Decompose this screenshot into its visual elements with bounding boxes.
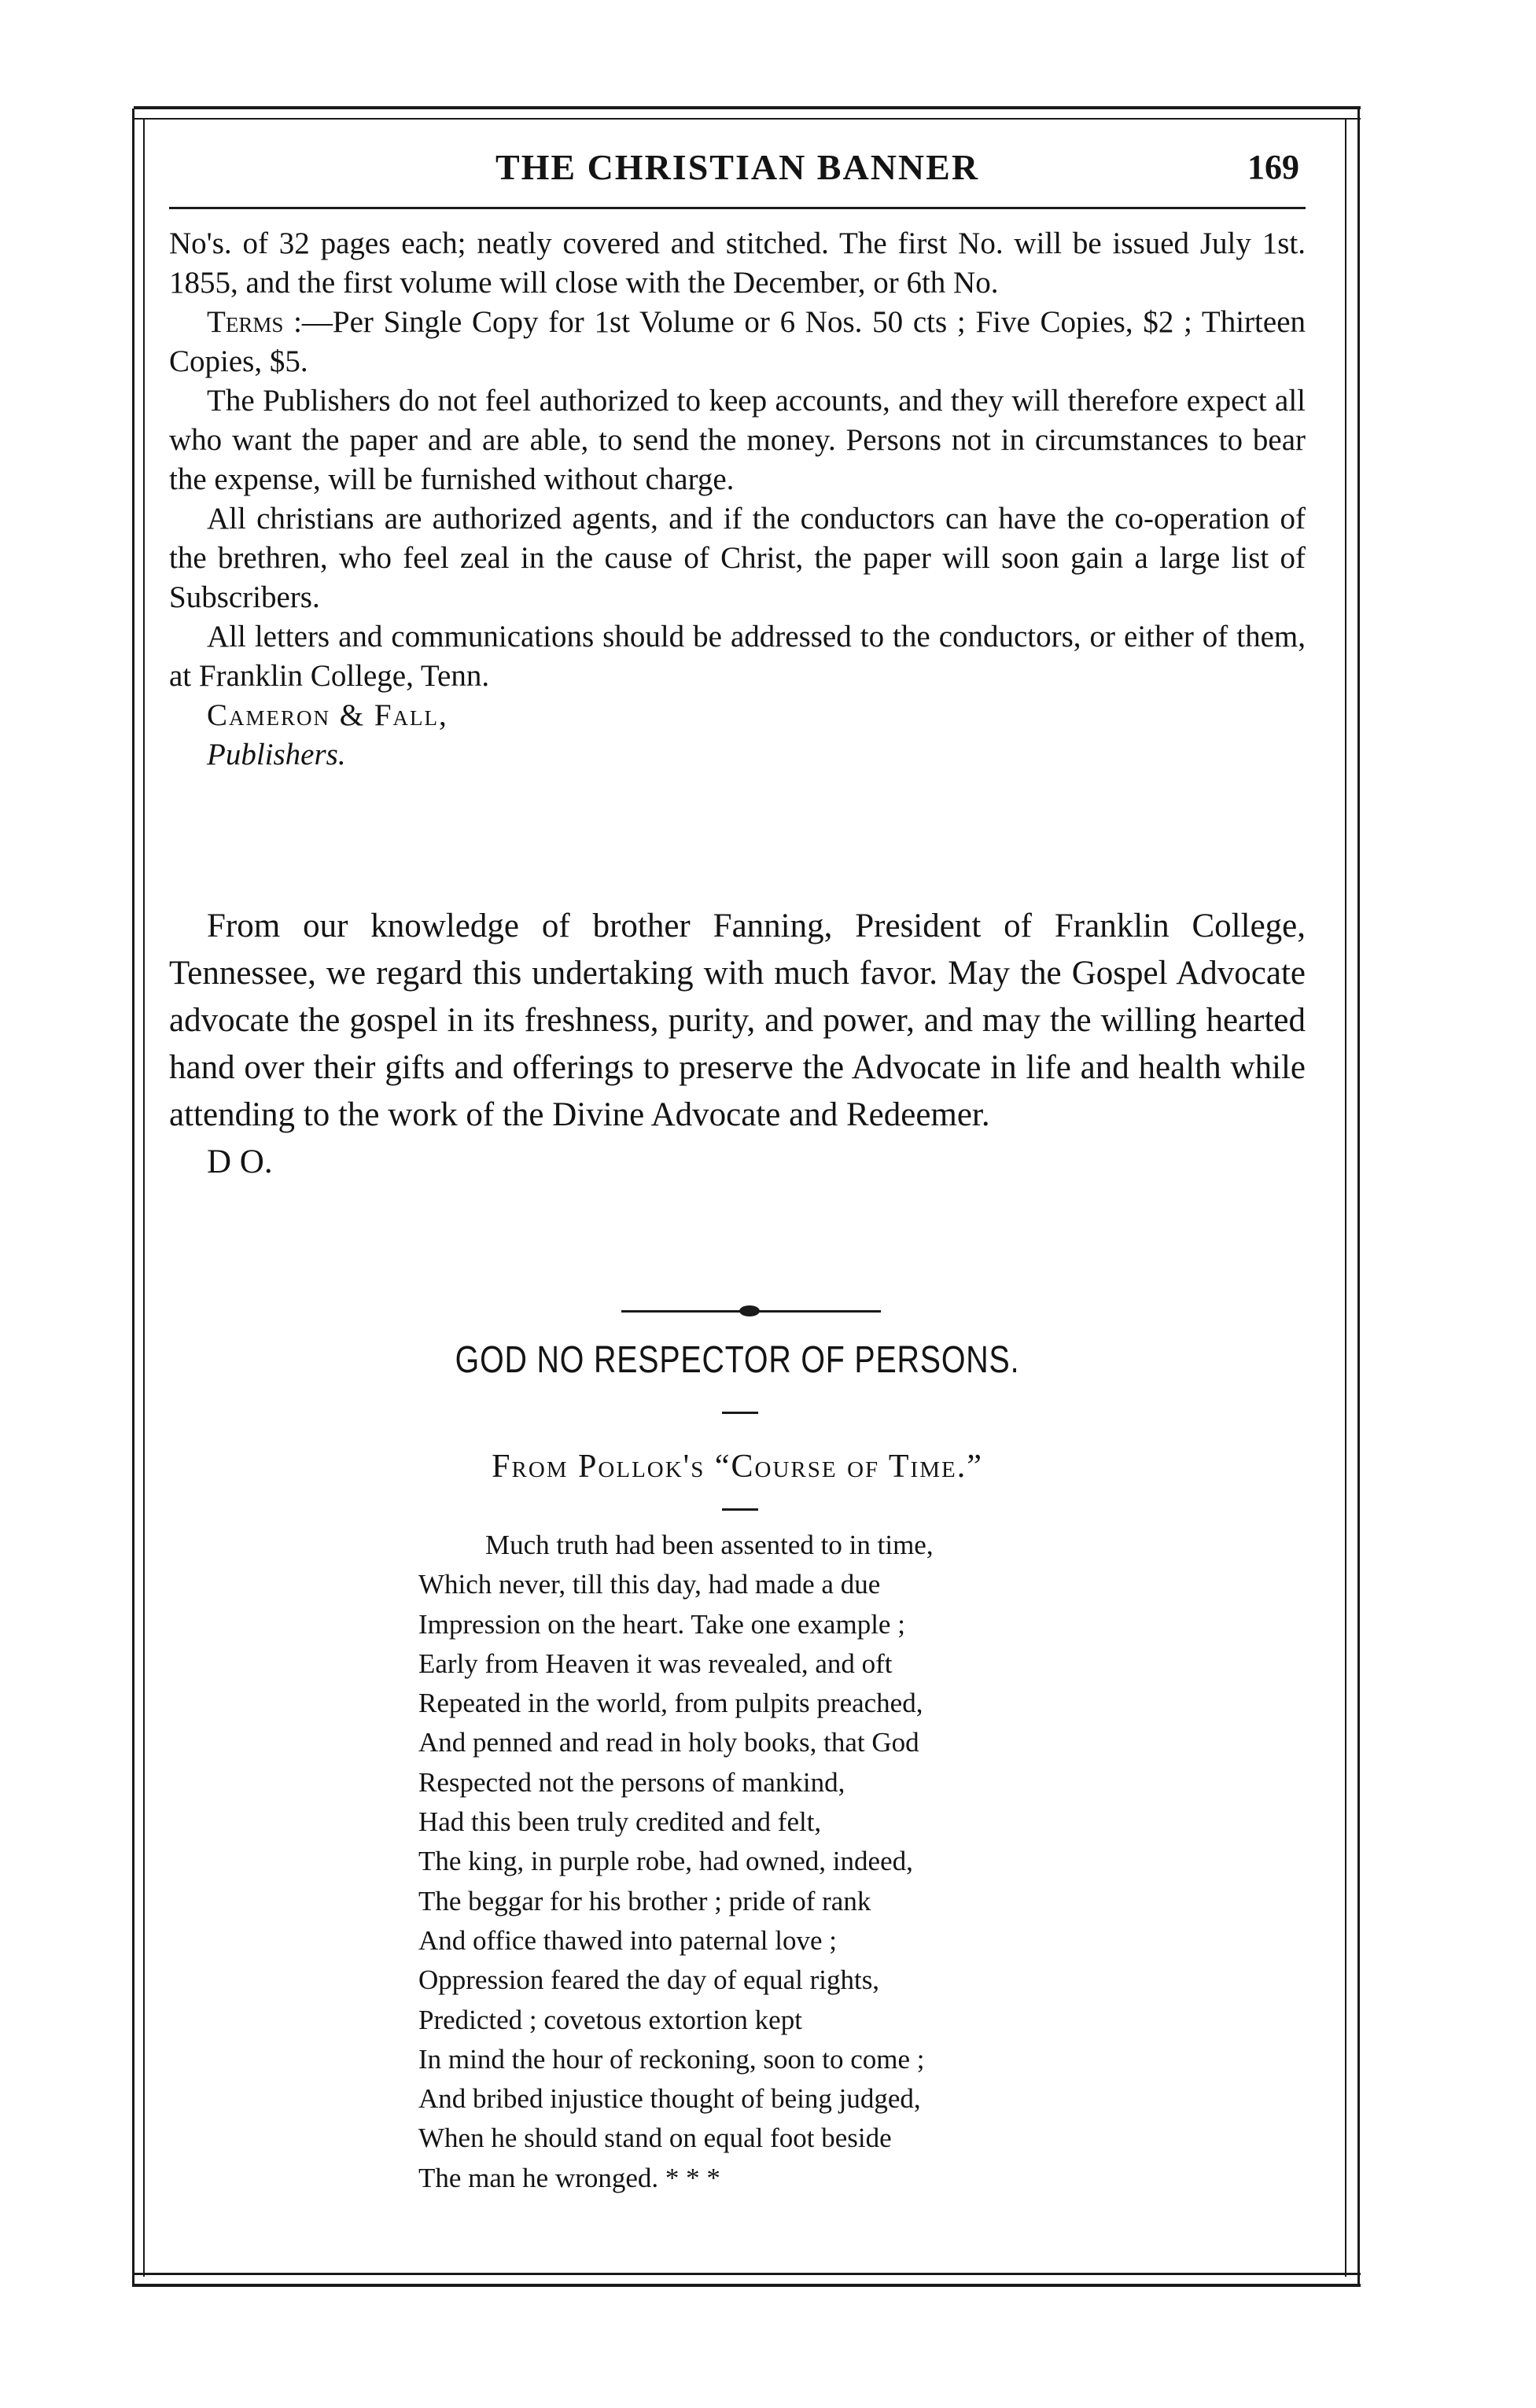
frame-top-rule: [134, 106, 1361, 109]
notice-paragraph-letters: All letters and communications should be addressed to the conductors, or either of them, at Franklin College, Tenn.: [169, 620, 1306, 693]
poem-line: Which never, till this day, had made a due: [418, 1569, 881, 1600]
frame-left-inner-rule: [143, 118, 145, 2277]
title-dash: [722, 1412, 758, 1414]
publisher-role: Publishers.: [207, 738, 346, 771]
poem-line: The beggar for his brother ; pride of rank: [418, 1885, 871, 1916]
poem-line: Oppression feared the day of equal rights,: [418, 1964, 880, 1996]
poem: [418, 1526, 1323, 2198]
section-divider: [621, 1303, 881, 1319]
poem-line: Impression on the heart. Take one example ;: [418, 1608, 905, 1640]
poem-line: The man he wronged. * * *: [418, 2162, 720, 2193]
article-title: GOD NO RESPECTOR OF PERSONS.: [455, 1339, 1020, 1381]
poem-line: And office thawed into paternal love ;: [418, 1924, 837, 1956]
notice-paragraph-terms: [169, 303, 1306, 381]
endorsement-sign-off: D O.: [207, 1143, 273, 1180]
frame-bottom-inner-rule: [134, 2273, 1361, 2275]
endorsement-text: From our knowledge of brother Fanning, President of Franklin College, Tennessee, we regard this undertaking with much favor. May the Gospel Advocate advocate the gospel in its freshness, purity, and power, and may the willing hearted hand over their gifts and offerings to preserve the Advocate in life and health while attending to the work of the Divine Advocate and Redeemer.: [169, 908, 1306, 1133]
frame-left-rule: [132, 109, 134, 2287]
poem-line: Repeated in the world, from pulpits preached,: [418, 1688, 923, 1719]
subtitle-dash: [722, 1508, 758, 1511]
frame-right-rule: [1357, 109, 1360, 2287]
poem-line: When he should stand on equal foot beside: [418, 2123, 892, 2154]
frame-bottom-rule: [134, 2284, 1361, 2287]
poem-line: And penned and read in holy books, that God: [418, 1727, 919, 1758]
poem-line: Had this been truly credited and felt,: [418, 1806, 822, 1838]
notice-paragraph-issues: No's. of 32 pages each; neatly covered and stitched. The first No. will be issued July 1st. 1855, and the first volume will close with the December, or 6th No.: [169, 226, 1306, 300]
divider-ornament: [739, 1305, 760, 1316]
terms-text: Per Single Copy for 1st Volume or 6 Nos. 50 cts ; Five Copies, $2 ; Thirteen Copies, $5.: [169, 305, 1306, 378]
publisher-signature: Cameron & Fall,: [207, 698, 448, 732]
running-head: [169, 140, 1306, 195]
poem-line: Respected not the persons of mankind,: [418, 1766, 845, 1798]
article-subtitle: From Pollok's “Course of Time.”: [492, 1449, 983, 1485]
notice-paragraph-accounts: The Publishers do not feel authorized to keep accounts, and they will therefore expect all who want the paper and are able, to send the money. Persons not in circumstances to bear the expense, will be furnished without charge.: [169, 384, 1306, 496]
terms-label: Terms :—: [207, 305, 333, 339]
page-number: 169: [1247, 148, 1299, 186]
frame-top-inner-rule: [134, 118, 1361, 120]
poem-line: Much truth had been assented to in time,: [485, 1530, 934, 1560]
poem-line: Early from Heaven it was revealed, and oft: [418, 1648, 893, 1679]
journal-title: THE CHRISTIAN BANNER: [495, 147, 980, 187]
header-rule: [169, 207, 1306, 209]
poem-line: And bribed injustice thought of being judged,: [418, 2083, 921, 2115]
poem-line: In mind the hour of reckoning, soon to come ;: [418, 2043, 925, 2075]
poem-line: Predicted ; covetous extortion kept: [418, 2004, 802, 2035]
subscription-notice: [169, 224, 1306, 775]
endorsement: [169, 903, 1306, 1186]
poem-line: The king, in purple robe, had owned, indeed,: [418, 1846, 913, 1877]
notice-paragraph-agents: All christians are authorized agents, and if the conductors can have the co-operation of the brethren, who feel zeal in the cause of Christ, the paper will soon gain a large list of Subscribers.: [169, 502, 1306, 614]
frame-right-inner-rule: [1345, 118, 1346, 2277]
